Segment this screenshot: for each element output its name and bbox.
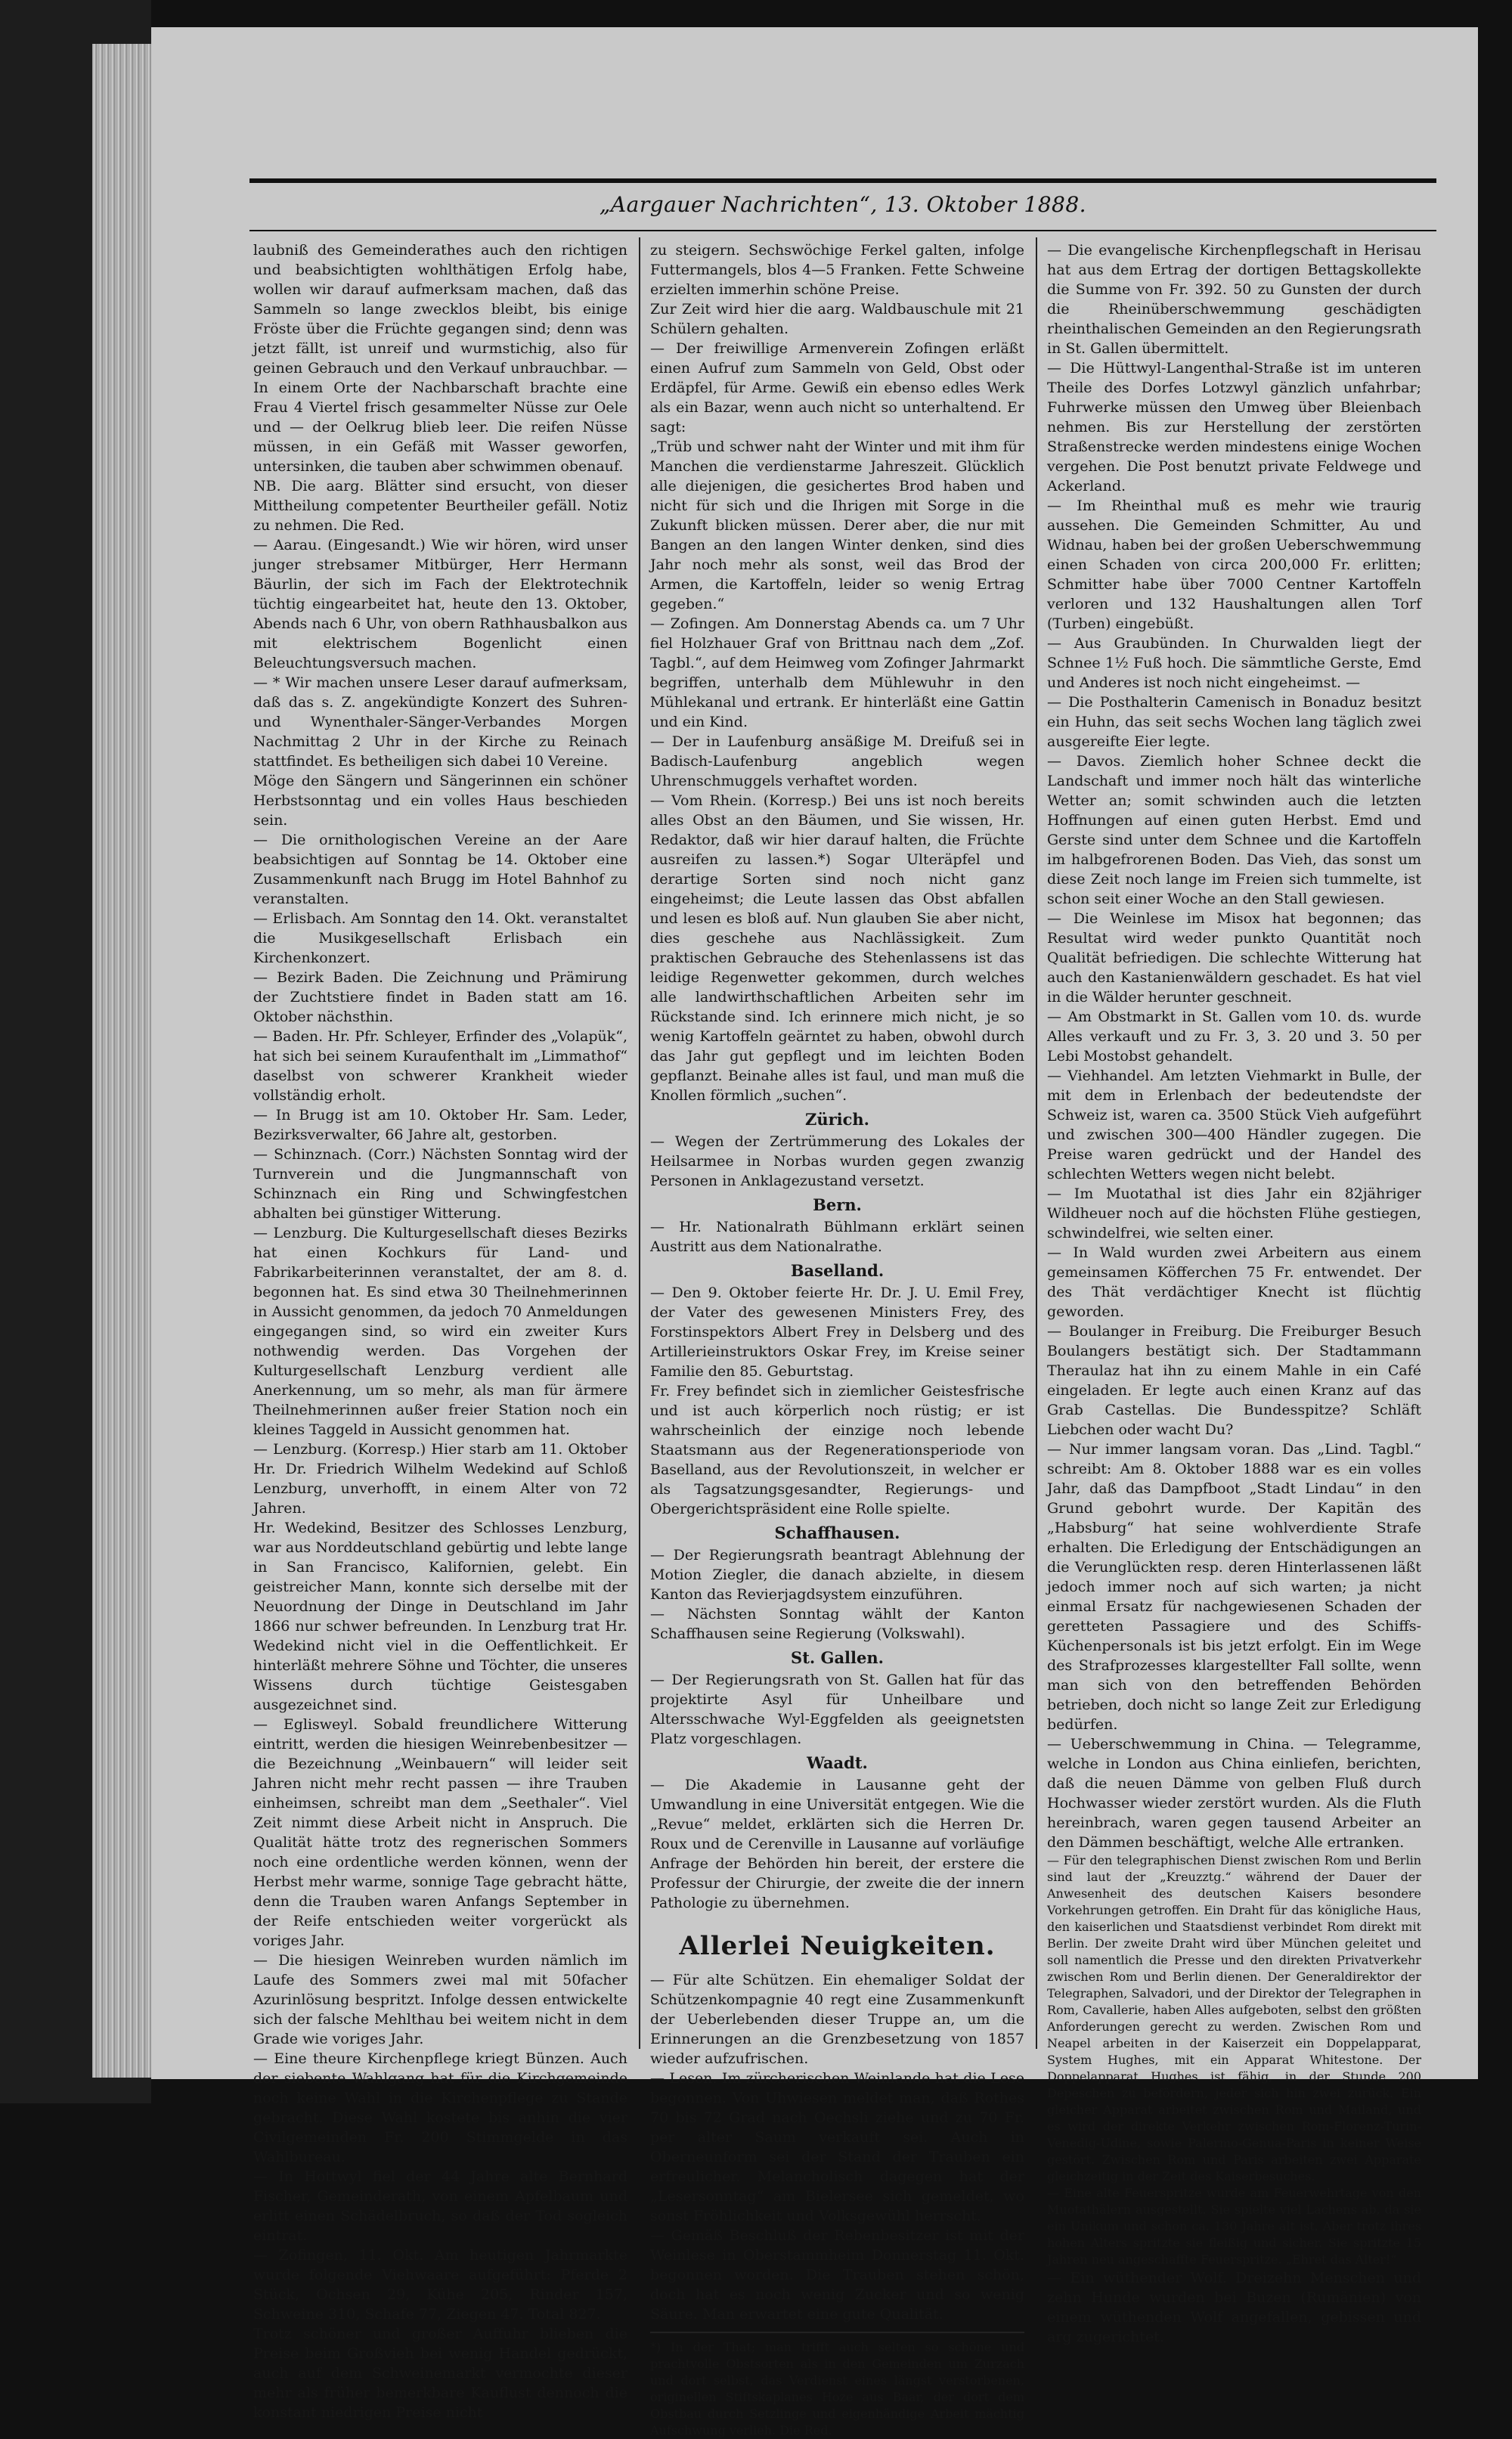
article-paragraph: — Hr. Nationalrath Bühlmann erklärt seinen Austritt aus dem Nationalrathe. — [650, 1219, 1024, 1255]
article-paragraph: — Die hiesigen Weinreben wurden nämlich im Laufe des Sommers zwei mal mit 50facher Azurinlösung bespritzt. Infolge dessen entwickelte sich der falsche Mehlthau bei weitem nicht in dem Grade wie voriges Jahr. — [253, 1952, 627, 2047]
article-paragraph: — * Wir machen unsere Leser darauf aufmerksam, daß das s. Z. angekündigte Konzert des Suhren- und Wynenthaler-Sänger-Verbandes Morgen Nachmittag 2 Uhr in der Kirche zu Reinach stattfindet. Es betheiligen sich dabei 10 Vereine. — [253, 674, 627, 770]
article-paragraph: — Vom Rhein. (Korresp.) Bei uns ist noch bereits alles Obst an den Bäumen, und Sie wissen, Hr. Redaktor, daß wir hier darauf halten, die Früchte ausreifen zu lassen.*) Sogar Ulteräpfel und derartige Sorten sind noch nicht ganz eingeheimst; die Leute lassen das Obst abfallen und lesen es bloß auf. Nun glauben Sie aber nicht, dies geschehe aus Nachlässigkeit. Zum praktischen Gebrauche des Stehenlassens ist das leidige Regenwetter gekommen, durch welches alle landwirthschaftlichen Arbeiten sehr im Rückstande sind. Ich erinnere mich nicht, je so wenig Kartoffeln geärntet zu haben, obwohl durch das Jahr gut gepflegt und im leichten Boden gepflanzt. Beinahe alles ist faul, und man muß die Knollen förmlich „suchen“. — [650, 792, 1024, 1104]
article-paragraph: — Im Rheinthal muß es mehr wie traurig aussehen. Die Gemeinden Schmitter, Au und Widnau, haben bei der großen Ueberschwemmung einen Schaden von circa 200,000 Fr. erlitten; Schmitter habe über 7000 Centner Kartoffeln verloren und 132 Haushaltungen allen Torf (Turben) eingebüßt. — [1047, 497, 1421, 632]
article-paragraph: — Gemäß Beschluß der Rebenbesitzer ist mit der Weinlese in Oberstammheim Donnerstag 11. Okt. begonnen worden. Die Trauben stehen schön, doch hat es noch wenig Zucker und so wenig Säure. Man erwartet eine gute Qualität. — [650, 2227, 1024, 2323]
article-paragraph: — Lesen. Im zürcherischen Weinlande hat die Lese begonnen. Von Uhwiesen meldet man, daß Rothes 70 bis 72 Grad nach Oechsli ziehe und zu 70 Fr. per alter Saum verkauft sei. Auch in Oberneunform sei der Stand der Trauben ein erfreulicher. Melancholisch dagegen hat der „Lesersonntag“ am Bielersee sich gemeldet, wo sonst Fröhlichkeit und Volksgewühl herrscht. — [650, 2070, 1024, 2224]
article-paragraph: NB. Die aarg. Blätter sind ersucht, von dieser Mittheilung competenter Beurtheiler gefäll. Notiz zu nehmen. Die Red. — [253, 478, 627, 534]
page-header: „Aargauer Nachrichten“, 13. Oktober 1888. — [599, 192, 1087, 217]
article-paragraph: — Die ornithologischen Vereine an der Aare beabsichtigen auf Sonntag be 14. Oktober eine Zusammenkunft nach Brugg im Hotel Bahnhof zu veranstalten. — [253, 832, 627, 907]
article-paragraph: — Lenzburg. (Korresp.) Hier starb am 11. Oktober Hr. Dr. Friedrich Wilhelm Wedekind auf Schloß Lenzburg, unverhofft, in einem Alter von 72 Jahren. — [253, 1441, 627, 1517]
article-paragraph: — Die Hüttwyl-Langenthal-Straße ist im unteren Theile des Dorfes Lotzwyl gänzlich unfahrbar; Fuhrwerke müssen den Umweg über Bleienbach nehmen. Bis zur Herstellung der zerstörten Straßenstrecke werden mindestens einige Wochen vergehen. Die Post benutzt private Feldwege und Ackerland. — [1047, 360, 1421, 494]
article-paragraph: — Die evangelische Kirchenpflegschaft in Herisau hat aus dem Ertrag der dortigen Bettagskollekte die Summe von Fr. 392. 50 zu Gunsten der durch die Rheinüberschwemmung geschädigten rheinthalischen Gemeinden an den Regierungsrath in St. Gallen übermittelt. — [1047, 242, 1421, 357]
newspaper-page — [151, 27, 1478, 2437]
article-paragraph: laubniß des Gemeinderathes auch den richtigen und beabsichtigten wohlthätigen Erfolg habe, wollen wir darauf aufmerksam machen, daß das Sammeln so lange zwecklos bleibt, bis einige Fröste über die Früchte gegangen sind; denn was jetzt fällt, ist unreif und wurmstichig, also für geinen Gebrauch und den Verkauf unbrauchbar. — In einem Orte der Nachbarschaft brachte eine Frau 4 Viertel frisch gesammelter Nüsse zur Oele und — der Oelkrug blieb leer. Die reifen Nüsse müssen, in ein Gefäß mit Wasser geworfen, untersinken, die tauben aber schwimmen obenauf. — [253, 242, 627, 475]
column-1 — [253, 240, 627, 2421]
article-paragraph: Zur Zeit wird hier die aarg. Waldbauschule mit 21 Schülern gehalten. — [650, 301, 1024, 337]
article-paragraph: — Den 9. Oktober feierte Hr. Dr. J. U. Emil Frey, der Vater des gewesenen Ministers Frey, des Forstinspektors Albert Frey in Delsberg und des Artillerieinstruktors Oskar Frey, im Kreise seiner Familie den 85. Geburtstag. — [650, 1285, 1024, 1380]
article-paragraph: — Lenzburg. Die Kulturgesellschaft dieses Bezirks hat einen Kochkurs für Land- und Fabrikarbeiterinnen veranstaltet, der am 8. d. begonnen hat. Es sind etwa 30 Theilnehmerinnen in Aussicht genommen, da jedoch 70 Anmeldungen eingegangen sind, so wird ein zweiter Kurs nothwendig werden. Das Vorgehen der Kulturgesellschaft Lenzburg verdient alle Anerkennung, um so mehr, als man für ärmere Theilnehmerinnen außer freier Station noch ein kleines Taggeld in Aussicht genommen hat. — [253, 1225, 627, 1438]
article-paragraph: — Ueberschwemmung in China. — Telegramme, welche in London aus China einliefen, berichten, daß die neuen Dämme von gelben Fluß durch Hochwasser wieder zerstört wurden. Als die Fluth hereinbrach, waren gegen tausend Arbeiter an den Dämmen beschäftigt, welche Alle ertranken. — [1047, 1736, 1421, 1851]
article-paragraph: — In Brugg ist am 10. Oktober Hr. Sam. Leder, Bezirksverwalter, 66 Jahre alt, gestorben. — [253, 1107, 627, 1143]
article-paragraph: — In Hottwyl fiel der 44 Jahre alte Bernhard Fischer, Gemeinderath, von einem Apfelbaum und erlitt einen Schädelbruch, so daß der Tod sogleich eintrat. — [253, 2168, 627, 2244]
footnote-rule — [650, 2332, 1024, 2333]
article-paragraph: — Zofingen, 11. Okt. Am heutigen Jahrmarkte wurde folgende Viehwaare aufgeführt: Pferde 2 Stück, Ochsen 29, Kühe 205, Rinder 157, Schweine 310, Schafe 77, Ziegen 47. Total 827. — [253, 2247, 627, 2323]
article-paragraph: zu steigern. Sechswöchige Ferkel galten, infolge Futtermangels, blos 4—5 Franken. Fette Schweine erzielten immerhin schöne Preise. — [650, 242, 1024, 298]
article-paragraph: — Der Regierungsrath von St. Gallen hat für das projektirte Asyl für Unheilbare und Altersschwache Wyl-Eggfelden als geeignetsten Platz vorgeschlagen. — [650, 1672, 1024, 1747]
article-paragraph: — Der Regierungsrath beantragt Ablehnung der Motion Ziegler, die danach abzielte, in diesem Kanton das Revierjagdsystem einzuführen. — [650, 1547, 1024, 1603]
article-paragraph-small: — Für den telegraphischen Dienst zwischen Rom und Berlin sind laut der „Kreuzztg.“ während der Dauer der Anwesenheit des deutschen Kaisers besondere Vorkehrungen getroffen. Ein Draht für das königliche Haus, den kaiserlichen und Staatsdienst verbindet Rom direkt mit Berlin. Der zweite Draht wird über München geleitet und soll namentlich die Presse und den direkten Privatverkehr zwischen Rom und Berlin dienen. Der Generaldirektor der Telegraphen, Salvadori, und der Direktor der Telegraphen in Rom, Cavallerie, haben Alles aufgeboten, selbst den größten Anforderungen gerecht zu werden. Zwischen Rom und Neapel arbeiten in der Kaiserzeit ein Doppelapparat, System Hughes, mit ein Apparat Whitestone. Der Doppelapparat Hughes ist fähig, in der Stunde 200 Depeschen zu befördern, jeder sich hin zwei zurück. Ein gleicher Apparat arbeitet zwischen Rom und Mailand, und es wird der direkte Verkehr zwischen Rom-Florenz-Turin-Venedig-Udine, sowie Palermo-Genua-Paris in keiner Weise gestört. Zwischen Rom und Paris arbeiten zwei Apparate gleichzeitig in der Zeit des Kaiserbesuches. — [1047, 1853, 1421, 2183]
footnote: *) In der That; man trifft auch selten so schöne und prachtvolle Obstsorten als in den Gemeinden um Zurzach und dort selbst, das Verdienst eines längst verstorbenen, originellen Stiftskaplanes Hoze aus Baar, der dort dem Obstbau durch Setzlinge und eigenhändige Arbeit mächtig Aufschwung verlieh. Die Red. — [650, 2340, 1024, 2437]
section-heading-waadt: Waadt. — [807, 1753, 868, 1772]
column-2 — [650, 240, 1024, 2437]
section-heading-st-gallen: St. Gallen. — [791, 1648, 884, 1667]
article-paragraph: — Zofingen. Am Donnerstag Abends ca. um 7 Uhr fiel Holzhauer Graf von Brittnau nach dem „Zof. Tagbl.“, auf dem Heimweg vom Zofinger Jahrmarkt begriffen, unterhalb dem Mühlewuhr in den Mühlekanal und ertrank. Er hinterläßt eine Gattin und ein Kind. — [650, 615, 1024, 730]
article-paragraph: — Davos. Ziemlich hoher Schnee deckt die Landschaft und immer noch hält das winterliche Wetter an; somit schwinden auch die letzten Hoffnungen auf einen guten Herbst. Emd und Gerste sind unter dem Schnee und die Kartoffeln im halbgefrorenen Boden. Das Vieh, das sonst um diese Zeit noch lange im Freien sich tummelte, ist schon seit einer Woche an den Stall gewiesen. — [1047, 753, 1421, 907]
article-paragraph: — Erlisbach. Am Sonntag den 14. Okt. veranstaltet die Musikgesellschaft Erlisbach ein Kirchenkonzert. — [253, 910, 627, 966]
article-paragraph: — Baden. Hr. Pfr. Schleyer, Erfinder des „Volapük“, hat sich bei seinem Kuraufenthalt im „Limmathof“ daselbst von schwerer Krankheit wieder vollständig erholt. — [253, 1028, 627, 1104]
article-paragraph: — Der in Laufenburg ansäßige M. Dreifuß sei in Badisch-Laufenburg angeblich wegen Uhrenschmuggels verhaftet worden. — [650, 733, 1024, 789]
section-heading-allerlei-neuigkeiten: Allerlei Neuigkeiten. — [679, 1931, 996, 1961]
article-paragraph: — Nächsten Sonntag wählt der Kanton Schaffhausen seine Regierung (Volkswahl). — [650, 1606, 1024, 1642]
article-paragraph: — Der freiwillige Armenverein Zofingen erläßt einen Aufruf zum Sammeln von Geld, Obst oder Erdäpfel, für Arme. Gewiß ein ebenso edles Werk als ein Bazar, wenn auch nicht so unterhaltend. Er sagt: — [650, 340, 1024, 435]
column-divider — [1036, 237, 1037, 2049]
article-paragraph: — Im Muotathal ist dies Jahr ein 82jähriger Wildheuer noch auf die höchsten Flühe gestiegen, schwindelfrei, wie selten einer. — [1047, 1185, 1421, 1241]
article-paragraph: — Boulanger in Freiburg. Die Freiburger Besuch Boulangers bestätigt sich. Der Stadtammann Theraulaz hat ihn zu einem Mahle in ein Café eingeladen. Er legte auch einen Kranz auf das Grab Castellas. Die Bundesspitze? Schläft Liebchen oder wacht Du? — [1047, 1323, 1421, 1438]
page-edges — [92, 44, 153, 2078]
section-heading-bern: Bern. — [813, 1195, 862, 1214]
article-paragraph: Hr. Wedekind, Besitzer des Schlosses Lenzburg, war aus Norddeutschland gebürtig und lebte lange in San Francisco, Kalifornien, gelebt. Ein geistreicher Mann, konnte sich derselbe mit der Neuordnung der Dinge in Deutschland im Jahr 1866 nur schwer befreunden. In Lenzburg trat Hr. Wedekind nicht viel in die Oeffentlichkeit. Er hinterläßt mehrere Söhne und Töchter, die unseres Wissens durch tüchtige Geistesgaben ausgezeichnet sind. — [253, 1520, 627, 1713]
article-paragraph: — Für alte Schützen. Ein ehemaliger Soldat der Schützenkompagnie 40 regt eine Zusammenkunft der Ueberlebenden dieser Truppe an, um die Erinnerungen an die Grenzbesetzung von 1857 wieder aufzufrischen. — [650, 1972, 1024, 2067]
article-paragraph: Fr. Frey befindet sich in ziemlicher Geistesfrische und ist auch körperlich noch rüstig; er ist wahrscheinlich der einzige noch lebende Staatsmann aus der Regenerationsperiode von Baselland, aus der Revolutionszeit, in welcher er als Tagsatzungsgesandter, Regierungs- und Obergerichtspräsident eine Rolle spielte. — [650, 1383, 1024, 1517]
article-paragraph: — Schinznach. (Corr.) Nächsten Sonntag wird der Turnverein und die Jungmannschaft von Schinznach ein Ring und Schwingfestchen abhalten bei günstiger Witterung. — [253, 1146, 627, 1222]
article-paragraph: — Wegen der Zertrümmerung des Lokales der Heilsarmee in Norbas wurden gegen zwanzig Personen in Anklagezustand versetzt. — [650, 1133, 1024, 1189]
article-paragraph: — Am Obstmarkt in St. Gallen vom 10. ds. wurde Alles verkauft und zu Fr. 3, 3. 20 und 3. 50 per Lebi Mostobst gehandelt. — [1047, 1009, 1421, 1065]
article-paragraph: — Eglisweyl. Sobald freundlichere Witterung eintritt, werden die hiesigen Weinrebenbesitzer — die Bezeichnung „Weinbauern“ will leider seit Jahren nicht mehr recht passen — ihre Trauben einheimsen, schreibt man dem „Seethaler“. Viel Zeit nimmt diese Arbeit nicht in Anspruch. Die Qualität hätte trotz des regnerischen Sommers noch eine ordentliche werden können, wenn der Herbst mehr warme, sonnige Tage gebracht hätte, denn die Trauben waren Anfangs September in der Reife entschieden weiter vorgerückt als voriges Jahr. — [253, 1716, 627, 1949]
article-paragraph: — Aarau. (Eingesandt.) Wie wir hören, wird unser junger strebsamer Mitbürger, Herr Hermann Bäurlin, der sich im Fach der Elektrotechnik tüchtig eingearbeitet hat, heute den 13. Oktober, Abends nach 6 Uhr, von obern Rathhausbalkon aus mit elektrischem Bogenlicht einen Beleuchtungsversuch machen. — [253, 537, 627, 671]
header-rule-bottom — [249, 230, 1436, 231]
article-paragraph: — Eine theure Kirchenpflege kriegt Bünzen. Auch der siebente Wahlgang hat für die Kirchgemeinde noch keine Wahl in die Kirchenpflege zu Stande gebracht. Diese Wahl kostete bis anhin die vier Civilgemeinden Fr. 200 Stimmgelde in das Wahlbureau. — [253, 2050, 627, 2165]
article-paragraph: Möge den Sängern und Sängerinnen ein schöner Herbstsonntag und ein volles Haus beschieden sein. — [253, 773, 627, 829]
article-paragraph: — Die Posthalterin Camenisch in Bonaduz besitzt ein Huhn, das seit sechs Wochen lang täglich zwei ausgereifte Eier legte. — [1047, 694, 1421, 750]
article-paragraph: — Bezirk Baden. Die Zeichnung und Prämirung der Zuchtstiere findet in Baden statt am 16. Oktober nächsthin. — [253, 969, 627, 1025]
article-paragraph: — Aus Graubünden. In Churwalden liegt der Schnee 1½ Fuß hoch. Die sämmtliche Gerste, Emd und Anderes ist noch nicht eingeheimst. — — [1047, 635, 1421, 691]
section-heading-baselland: Baselland. — [790, 1261, 885, 1280]
column-divider — [639, 237, 640, 2049]
header-rule-top — [249, 178, 1436, 183]
section-heading-schaffhausen: Schaffhausen. — [774, 1523, 900, 1542]
article-paragraph: — Viehhandel. Am letzten Viehmarkt in Bulle, der mit dem in Erlenbach der bedeutendste der Schweiz ist, waren ca. 3500 Stück Vieh aufgeführt und zwischen 300—400 Händler zugegen. Die Preise waren gedrückt und der Handel des schlechten Wetters wegen nicht belebt. — [1047, 1068, 1421, 1182]
article-paragraph: — Ein wüthender Wolf. Dreizehn Menschen und zehn Hunde wurden bei Buzen (Rumänien) von einem wüthenden Wolf angefallen, gebissen und arg zugerichtet. — [1047, 2270, 1421, 2345]
article-paragraph: — In Wald wurden zwei Arbeitern aus einem gemeinsamen Köfferchen 75 Fr. entwendet. Der des Thät verdächtiger Knecht ist flüchtig geworden. — [1047, 1244, 1421, 1320]
article-paragraph-small: — Eine alte Feuerspritze wurde am Feuerwehrtage von den Muotathälern ausgestellt. Sie spielte viel Lachens ab, da sie ein Unikum und schon ca. 130 Jahre alt ist. Aber trotz ihres hohen Alters spritzte sie fleißig und sicher. Sie spritzte 15 Jahren neu angeschaffte Feuerspritze. „Ehret das Alter!“ — [1047, 2186, 1421, 2267]
section-heading-zurich: Zürich. — [804, 1110, 869, 1129]
article-paragraph: — Die Akademie in Lausanne geht der Umwandlung in eine Universität entgegen. Wie die „Revue“ meldet, erklärten sich die Herren Dr. Roux und de Cerenville in Lausanne auf vorläufige Anfrage der Behörden hin bereit, der erstere die Professur der Chirurgie, der zweite die der innern Pathologie zu übernehmen. — [650, 1777, 1024, 1911]
article-paragraph: — Nur immer langsam voran. Das „Lind. Tagbl.“ schreibt: Am 8. Oktober 1888 war es ein volles Jahr, daß das Dampfboot „Stadt Lindau“ in den Grund gebohrt wurde. Der Kapitän des „Habsburg“ hat seine wohlverdiente Strafe erhalten. Die Erledigung der Entschädigungen an die Verunglückten resp. deren Hinterlassenen läßt jedoch immer noch auf sich warten; ja nicht einmal Ersatz für nachgewiesenen Schaden der geretteten Passagiere und des Schiffs-Küchenpersonals ist bis jetzt erfolgt. Ein im Wege des Strafprozesses klargestellter Fall sollte, wenn man sich von den betreffenden Behörden betrieben, doch nicht so lange Zeit zur Erledigung bedürfen. — [1047, 1441, 1421, 1733]
column-3 — [1047, 240, 1421, 2345]
article-paragraph: „Trüb und schwer naht der Winter und mit ihm für Manchen die verdienstarme Jahreszeit. Glücklich alle diejenigen, die gesichertes Brod haben und nicht für sich und die Ihrigen mit Sorge in die Zukunft blicken müssen. Derer aber, die nur mit Bangen an den langen Winter denken, sind dies Jahr noch mehr als sonst, weil das Brod der Armen, die Kartoffeln, leider so wenig Ertrag gegeben.“ — [650, 439, 1024, 612]
article-paragraph: Trotz schöner und großer Auffuhr blieben die Preise beim Großvieh bei wenig Handel gedrückt, auch auf dem Schweinemarkt vermochte dieser mehr als früher bemerkbare Kauflust dennoch die konstant niedrigen Preise nicht — [253, 2326, 627, 2421]
article-paragraph: — Die Weinlese im Misox hat begonnen; das Resultat wird weder punkto Quantität noch Qualität befriedigen. Die schlechte Witterung hat auch den Kastanienwäldern geschadet. Es hat viel in die Wälder herunter geschneit. — [1047, 910, 1421, 1006]
